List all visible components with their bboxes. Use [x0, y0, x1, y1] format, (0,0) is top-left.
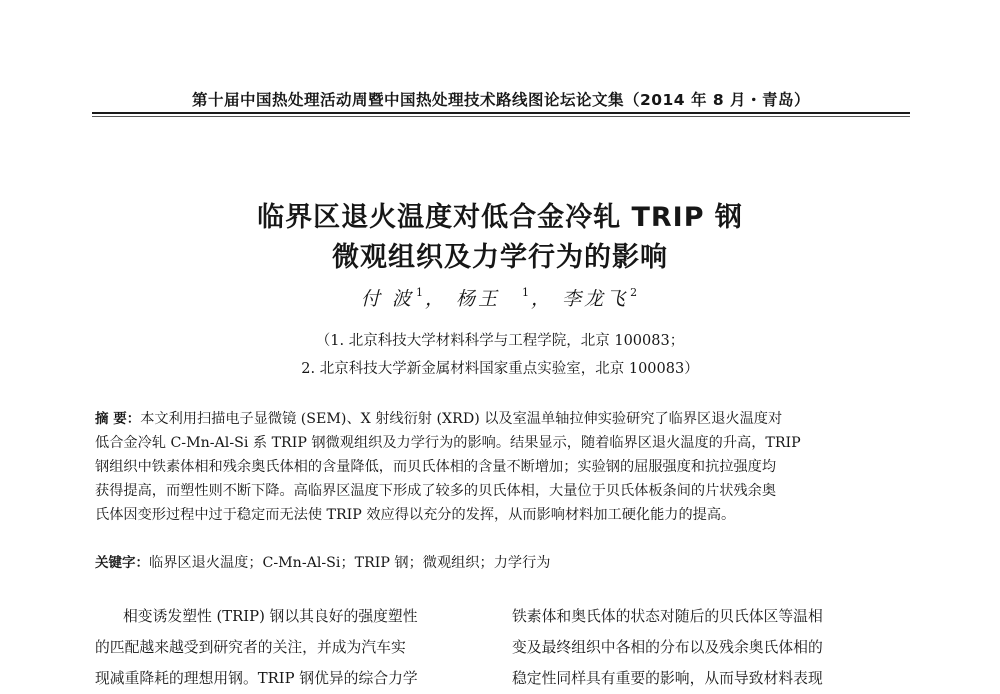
abstract-line: 氏体因变形过程中过于稳定而无法使 TRIP 效应得以充分的发挥，从而影响材料加工硬化能力的提高。	[95, 507, 736, 523]
paper-title-line-2: 微观组织及力学行为的影响	[332, 242, 668, 273]
keywords-text: 临界区退火温度；C-Mn-Al-Si；TRIP 钢；微观组织；力学行为	[149, 555, 551, 571]
author-affiliation-mark: 2	[630, 286, 638, 299]
running-header: 第十届中国热处理活动周暨中国热处理技术路线图论坛论文集（2014 年 8 月・青岛）	[191, 91, 811, 109]
abstract-line: 获得提高，而塑性则不断下降。高临界区温度下形成了较多的贝氏体相，大量位于贝氏体板条间的片状残余奥	[95, 483, 777, 499]
author-separator: ，	[424, 288, 447, 310]
abstract-line: 低合金冷轧 C-Mn-Al-Si 系 TRIP 钢微观组织及力学行为的影响。结果显示，随着临界区退火温度的升高，TRIP	[95, 435, 801, 451]
author-name: 杨王	[456, 288, 501, 310]
author-name: 付 波	[360, 288, 414, 310]
body-line: 的匹配越来越受到研究者的关注，并成为汽车实	[95, 639, 406, 656]
body-line: 铁素体和奥氏体的状态对随后的贝氏体区等温相	[512, 608, 823, 625]
abstract-label: 摘 要：	[95, 411, 141, 427]
abstract-text: 本文利用扫描电子显微镜 (SEM)、X 射线衍射 (XRD) 以及室温单轴拉伸实验研究了临界区退火温度对	[140, 411, 783, 427]
author-name: 李龙飞	[562, 288, 629, 310]
header-rule-thick	[92, 112, 910, 114]
author-separator: ，	[531, 288, 554, 310]
body-line: 现减重降耗的理想用钢。TRIP 钢优异的综合力学	[95, 670, 418, 687]
author-affiliation-mark: 1	[522, 286, 530, 299]
body-line: 稳定性同样具有重要的影响，从而导致材料表现	[512, 670, 823, 687]
affiliation-line-1: （1. 北京科技大学材料科学与工程学院，北京 100083；	[315, 333, 685, 349]
keywords-label: 关键字：	[95, 555, 149, 571]
header-rule-thin	[92, 116, 910, 117]
paper-title-line-1: 临界区退火温度对低合金冷轧 TRIP 钢	[257, 202, 743, 233]
affiliation-line-2: 2. 北京科技大学新金属材料国家重点实验室，北京 100083）	[301, 361, 699, 377]
keywords	[95, 551, 905, 575]
author-affiliation-mark: 1	[415, 286, 423, 299]
body-column-right	[512, 601, 912, 694]
body-line: 变及最终组织中各相的分布以及残余奥氏体相的	[512, 639, 823, 656]
author-list	[100, 284, 900, 311]
abstract-line	[95, 407, 905, 431]
body-line: 相变诱发塑性 (TRIP) 钢以其良好的强度塑性	[123, 608, 418, 625]
abstract-line: 钢组织中铁素体相和残余奥氏体相的含量降低，而贝氏体相的含量不断增加；实验钢的屈服强度和抗拉强度均	[95, 459, 777, 475]
abstract	[95, 407, 905, 527]
body-column-left	[95, 601, 495, 694]
